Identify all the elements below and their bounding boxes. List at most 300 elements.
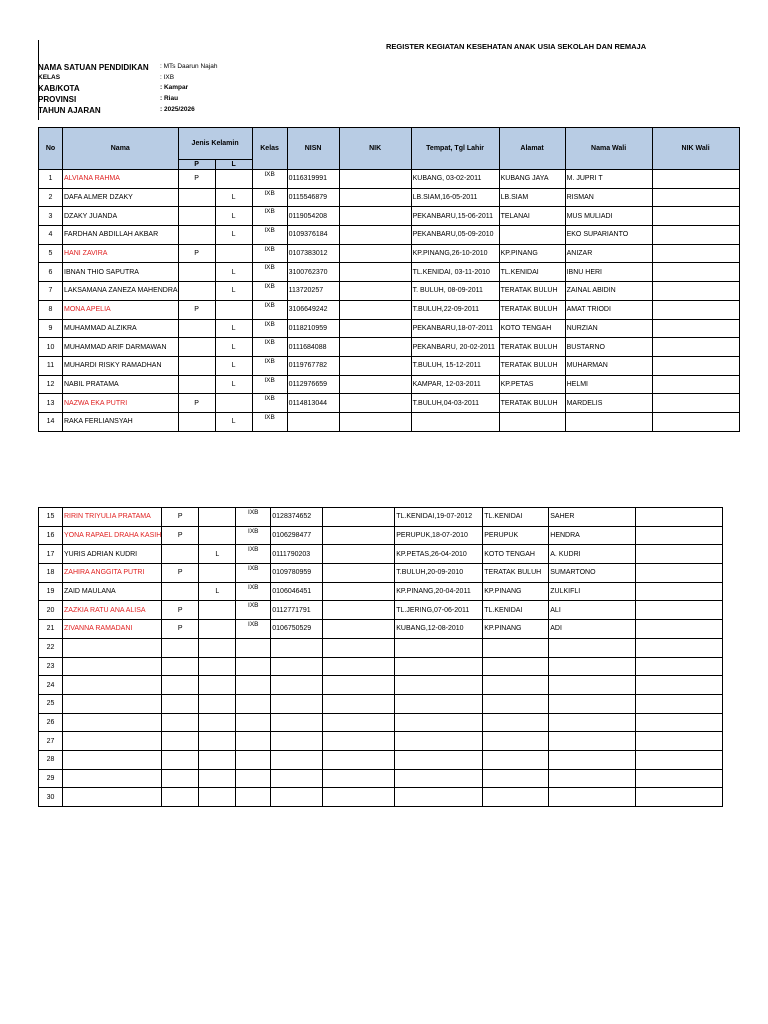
- cell-alamat: KP.PINANG: [483, 620, 549, 639]
- student-name: DZAKY JUANDA: [64, 212, 118, 220]
- table-row: [39, 244, 740, 263]
- cell-nama: [63, 526, 162, 545]
- info-label-class: KELAS: [38, 74, 61, 81]
- cell-nik: [339, 188, 411, 207]
- cell-nama: [63, 263, 179, 282]
- cell-nik: [323, 545, 395, 564]
- info-label-province: PROVINSI: [38, 95, 77, 104]
- cell-l: L: [199, 582, 236, 601]
- cell-alamat: KOTO TENGAH: [499, 319, 565, 338]
- cell-nik-wali: [636, 601, 723, 620]
- student-name: YURIS ADRIAN KUDRI: [64, 550, 138, 558]
- info-label-school: NAMA SATUAN PENDIDIKAN: [38, 63, 149, 72]
- cell-kelas: IXB: [236, 564, 271, 583]
- cell-no: 30: [39, 788, 63, 807]
- cell-nisn: 0111790203: [271, 545, 323, 564]
- cell-alamat: [483, 732, 549, 751]
- cell-nama: [63, 412, 179, 431]
- cell-p: [162, 713, 199, 732]
- cell-nisn: 0112771791: [271, 601, 323, 620]
- cell-ttl: T.BULUH,20-09-2010: [395, 564, 483, 583]
- cell-kelas: IXB: [252, 263, 287, 282]
- cell-ttl: PEKANBARU,05-09-2010: [411, 226, 499, 245]
- cell-nik-wali: [636, 545, 723, 564]
- cell-no: 8: [39, 300, 63, 319]
- cell-nisn: [271, 788, 323, 807]
- table-row: [39, 508, 723, 527]
- cell-nisn: 113720257: [287, 282, 339, 301]
- cell-l: L: [215, 375, 252, 394]
- cell-nik: [323, 620, 395, 639]
- cell-alamat: [483, 694, 549, 713]
- cell-kelas: [236, 694, 271, 713]
- cell-l: L: [215, 356, 252, 375]
- cell-alamat: TERATAK BULUH: [499, 282, 565, 301]
- cell-l: L: [215, 226, 252, 245]
- cell-no: 6: [39, 263, 63, 282]
- cell-nama: [63, 375, 179, 394]
- cell-p: P: [178, 170, 215, 189]
- cell-wali: MARDELIS: [565, 394, 652, 413]
- table-row: [39, 545, 723, 564]
- table-row: [39, 564, 723, 583]
- cell-no: 1: [39, 170, 63, 189]
- cell-nama: [63, 356, 179, 375]
- header-nik-wali: NIK Wali: [652, 128, 739, 170]
- cell-alamat: TERATAK BULUH: [499, 338, 565, 357]
- cell-alamat: [499, 412, 565, 431]
- cell-nik: [323, 508, 395, 527]
- cell-kelas: IXB: [252, 300, 287, 319]
- cell-nik: [339, 282, 411, 301]
- cell-kelas: IXB: [236, 508, 271, 527]
- cell-l: L: [199, 545, 236, 564]
- cell-ttl: [395, 750, 483, 769]
- cell-nama: [63, 732, 162, 751]
- cell-nik-wali: [652, 412, 739, 431]
- cell-l: L: [215, 207, 252, 226]
- student-name: MONA APELIA: [64, 306, 111, 314]
- cell-nik: [323, 564, 395, 583]
- cell-nisn: 0112976659: [287, 375, 339, 394]
- cell-nisn: 0119054208: [287, 207, 339, 226]
- cell-alamat: [483, 657, 549, 676]
- cell-nama: [63, 508, 162, 527]
- cell-p: [162, 582, 199, 601]
- cell-nisn: [271, 638, 323, 657]
- cell-nisn: [271, 694, 323, 713]
- cell-kelas: IXB: [252, 356, 287, 375]
- cell-nama: [63, 769, 162, 788]
- cell-nisn: 0106750529: [271, 620, 323, 639]
- cell-nisn: 0119767782: [287, 356, 339, 375]
- cell-alamat: TERATAK BULUH: [499, 300, 565, 319]
- cell-nik-wali: [636, 750, 723, 769]
- cell-nik: [339, 356, 411, 375]
- cell-wali: EKO SUPARIANTO: [565, 226, 652, 245]
- cell-p: [162, 657, 199, 676]
- cell-kelas: IXB: [252, 375, 287, 394]
- cell-no: 22: [39, 638, 63, 657]
- cell-p: P: [162, 620, 199, 639]
- table-row: [39, 319, 740, 338]
- table-row: [39, 713, 723, 732]
- cell-kelas: [236, 638, 271, 657]
- cell-ttl: PEKANBARU,18-07-2011: [411, 319, 499, 338]
- cell-ttl: KAMPAR, 12-03-2011: [411, 375, 499, 394]
- cell-no: 17: [39, 545, 63, 564]
- cell-p: [178, 226, 215, 245]
- cell-no: 12: [39, 375, 63, 394]
- cell-wali: ZAINAL ABIDIN: [565, 282, 652, 301]
- cell-p: [178, 338, 215, 357]
- cell-l: [199, 638, 236, 657]
- cell-l: [199, 750, 236, 769]
- cell-no: 29: [39, 769, 63, 788]
- cell-l: [199, 526, 236, 545]
- cell-nik: [339, 338, 411, 357]
- cell-l: [215, 244, 252, 263]
- cell-kelas: [236, 750, 271, 769]
- cell-alamat: [483, 713, 549, 732]
- cell-wali: M. JUPRI T: [565, 170, 652, 189]
- cell-no: 14: [39, 412, 63, 431]
- cell-nama: [63, 582, 162, 601]
- student-name: LAKSAMANA ZANEZA MAHENDRA: [64, 287, 178, 295]
- cell-nik: [339, 375, 411, 394]
- cell-l: [215, 394, 252, 413]
- cell-nisn: 0109780959: [271, 564, 323, 583]
- cell-nik: [339, 319, 411, 338]
- cell-wali: HENDRA: [549, 526, 636, 545]
- header-alamat: Alamat: [499, 128, 565, 170]
- cell-ttl: KUBANG,12-08-2010: [395, 620, 483, 639]
- cell-nik-wali: [636, 788, 723, 807]
- cell-nik-wali: [636, 732, 723, 751]
- cell-kelas: [236, 657, 271, 676]
- cell-p: P: [178, 300, 215, 319]
- table-row: [39, 638, 723, 657]
- cell-ttl: [395, 769, 483, 788]
- header-ttl: Tempat, Tgl Lahir: [411, 128, 499, 170]
- cell-nik-wali: [636, 713, 723, 732]
- cell-nik-wali: [636, 508, 723, 527]
- cell-nik: [323, 526, 395, 545]
- register-table-page-1: [38, 127, 740, 432]
- cell-nisn: 0128374652: [271, 508, 323, 527]
- cell-ttl: [395, 657, 483, 676]
- cell-nik: [323, 788, 395, 807]
- cell-ttl: TL.KENIDAI,19-07-2012: [395, 508, 483, 527]
- cell-wali: ANIZAR: [565, 244, 652, 263]
- cell-ttl: KP.PINANG,26-10-2010: [411, 244, 499, 263]
- student-name: ZIVANNA RAMADANI: [64, 625, 133, 633]
- cell-no: 23: [39, 657, 63, 676]
- cell-alamat: [483, 676, 549, 695]
- cell-nik: [339, 412, 411, 431]
- cell-nik-wali: [652, 244, 739, 263]
- cell-wali: SAHER: [549, 508, 636, 527]
- cell-nik: [323, 769, 395, 788]
- cell-l: [199, 788, 236, 807]
- cell-wali: ZULKIFLI: [549, 582, 636, 601]
- cell-nik: [323, 601, 395, 620]
- cell-nik-wali: [652, 375, 739, 394]
- cell-p: [178, 263, 215, 282]
- table-row: [39, 526, 723, 545]
- cell-nisn: [271, 657, 323, 676]
- table-row: [39, 188, 740, 207]
- table-row: [39, 207, 740, 226]
- cell-ttl: [395, 676, 483, 695]
- cell-wali: MUS MULIADI: [565, 207, 652, 226]
- table-row: [39, 338, 740, 357]
- info-label-city: KAB/KOTA: [38, 84, 80, 93]
- cell-nama: [63, 282, 179, 301]
- cell-wali: [549, 769, 636, 788]
- cell-ttl: LB.SIAM,16-05-2011: [411, 188, 499, 207]
- cell-kelas: IXB: [236, 601, 271, 620]
- cell-nisn: [271, 769, 323, 788]
- cell-nama: [63, 338, 179, 357]
- info-value-city: : Kampar: [160, 84, 189, 91]
- cell-l: L: [215, 188, 252, 207]
- cell-p: [178, 282, 215, 301]
- cell-nisn: 0106046451: [271, 582, 323, 601]
- cell-nik: [339, 244, 411, 263]
- cell-nik-wali: [652, 170, 739, 189]
- cell-kelas: IXB: [252, 226, 287, 245]
- cell-l: [199, 564, 236, 583]
- cell-nik-wali: [652, 300, 739, 319]
- header-nisn: NISN: [287, 128, 339, 170]
- cell-nik-wali: [636, 564, 723, 583]
- cell-ttl: [395, 638, 483, 657]
- table-row: [39, 732, 723, 751]
- cell-p: [178, 412, 215, 431]
- cell-nik-wali: [636, 694, 723, 713]
- table-row: [39, 263, 740, 282]
- cell-nik: [339, 170, 411, 189]
- cell-alamat: LB.SIAM: [499, 188, 565, 207]
- header-p: P: [178, 160, 215, 170]
- table-row: [39, 657, 723, 676]
- cell-wali: IBNU HERI: [565, 263, 652, 282]
- cell-ttl: KP.PETAS,26-04-2010: [395, 545, 483, 564]
- header-l: L: [215, 160, 252, 170]
- cell-wali: [549, 750, 636, 769]
- student-name: ZAHIRA ANGGITA PUTRI: [64, 569, 145, 577]
- cell-nisn: 0111684088: [287, 338, 339, 357]
- cell-l: [199, 601, 236, 620]
- header-jenis-kelamin: Jenis Kelamin: [178, 128, 252, 160]
- cell-nama: [63, 638, 162, 657]
- student-name: DAFA ALMER DZAKY: [64, 194, 133, 202]
- cell-p: [162, 676, 199, 695]
- cell-alamat: KP.PETAS: [499, 375, 565, 394]
- cell-l: L: [215, 263, 252, 282]
- cell-wali: RISMAN: [565, 188, 652, 207]
- cell-kelas: IXB: [236, 526, 271, 545]
- cell-wali: SUMARTONO: [549, 564, 636, 583]
- cell-nama: [63, 170, 179, 189]
- cell-nik: [323, 638, 395, 657]
- cell-wali: BUSTARNO: [565, 338, 652, 357]
- cell-nama: [63, 601, 162, 620]
- cell-kelas: IXB: [252, 170, 287, 189]
- cell-nama: [63, 394, 179, 413]
- cell-nik: [339, 207, 411, 226]
- table-row: [39, 788, 723, 807]
- cell-l: [199, 657, 236, 676]
- cell-nama: [63, 694, 162, 713]
- cell-no: 21: [39, 620, 63, 639]
- cell-nisn: [287, 412, 339, 431]
- student-name: FARDHAN ABDILLAH AKBAR: [64, 231, 159, 239]
- table-row: [39, 226, 740, 245]
- cell-ttl: T.BULUH, 15-12-2011: [411, 356, 499, 375]
- table-row: [39, 170, 740, 189]
- cell-no: 27: [39, 732, 63, 751]
- cell-no: 9: [39, 319, 63, 338]
- student-name: NAZWA EKA PUTRI: [64, 399, 128, 407]
- cell-wali: [549, 694, 636, 713]
- cell-alamat: [483, 788, 549, 807]
- cell-nisn: 0107383012: [287, 244, 339, 263]
- cell-nama: [63, 620, 162, 639]
- cell-nisn: 0106298477: [271, 526, 323, 545]
- cell-ttl: T.BULUH,04-03-2011: [411, 394, 499, 413]
- cell-ttl: TL.JERING,07-06-2011: [395, 601, 483, 620]
- cell-l: [199, 676, 236, 695]
- cell-nik: [339, 263, 411, 282]
- cell-p: P: [178, 244, 215, 263]
- cell-no: 26: [39, 713, 63, 732]
- cell-nik: [339, 300, 411, 319]
- info-value-school: : MTs Daarun Najah: [160, 63, 218, 70]
- cell-wali: A. KUDRI: [549, 545, 636, 564]
- cell-nama: [63, 545, 162, 564]
- cell-nama: [63, 207, 179, 226]
- cell-kelas: [236, 769, 271, 788]
- table-row: [39, 601, 723, 620]
- cell-no: 2: [39, 188, 63, 207]
- cell-no: 4: [39, 226, 63, 245]
- cell-nik-wali: [652, 282, 739, 301]
- header-nik: NIK: [339, 128, 411, 170]
- cell-alamat: [483, 750, 549, 769]
- cell-kelas: IXB: [252, 394, 287, 413]
- student-name: YONA RAPAEL DRAHA KASIH: [64, 532, 162, 540]
- cell-no: 15: [39, 508, 63, 527]
- student-name: IBNAN THIO SAPUTRA: [64, 268, 139, 276]
- cell-alamat: TL.KENIDAI: [483, 601, 549, 620]
- table-row: [39, 300, 740, 319]
- cell-kelas: IXB: [252, 319, 287, 338]
- cell-nik: [323, 694, 395, 713]
- cell-nik-wali: [652, 338, 739, 357]
- cell-no: 11: [39, 356, 63, 375]
- table-row: [39, 676, 723, 695]
- cell-kelas: IXB: [252, 188, 287, 207]
- cell-ttl: PEKANBARU, 20-02-2011: [411, 338, 499, 357]
- cell-no: 16: [39, 526, 63, 545]
- cell-wali: [549, 657, 636, 676]
- info-value-province: : Riau: [160, 95, 179, 102]
- cell-nisn: [271, 713, 323, 732]
- cell-kelas: [236, 713, 271, 732]
- cell-nisn: [271, 676, 323, 695]
- cell-nisn: [271, 732, 323, 751]
- cell-l: [199, 713, 236, 732]
- cell-wali: AMAT TRIODI: [565, 300, 652, 319]
- cell-l: L: [215, 282, 252, 301]
- cell-alamat: TERATAK BULUH: [499, 356, 565, 375]
- student-name: HANI ZAVIRA: [64, 250, 108, 258]
- cell-wali: NURZIAN: [565, 319, 652, 338]
- table-row: [39, 620, 723, 639]
- cell-l: [199, 694, 236, 713]
- student-name: MUHAMMAD ARIF DARMAWAN: [64, 343, 167, 351]
- cell-nik-wali: [636, 676, 723, 695]
- table-row: [39, 582, 723, 601]
- cell-p: P: [178, 394, 215, 413]
- cell-wali: [549, 638, 636, 657]
- cell-l: L: [215, 412, 252, 431]
- cell-no: 3: [39, 207, 63, 226]
- cell-l: [199, 769, 236, 788]
- cell-alamat: TL.KENIDAI: [499, 263, 565, 282]
- cell-kelas: IXB: [252, 282, 287, 301]
- cell-alamat: [483, 638, 549, 657]
- cell-ttl: PEKANBARU,15-06-2011: [411, 207, 499, 226]
- info-value-class: : IXB: [160, 74, 175, 81]
- cell-no: 24: [39, 676, 63, 695]
- cell-ttl: [395, 788, 483, 807]
- cell-ttl: KUBANG, 03-02-2011: [411, 170, 499, 189]
- cell-nik-wali: [636, 526, 723, 545]
- cell-alamat: KOTO TENGAH: [483, 545, 549, 564]
- cell-no: 10: [39, 338, 63, 357]
- cell-nama: [63, 226, 179, 245]
- cell-alamat: TELANAI: [499, 207, 565, 226]
- info-value-year: : 2025/2026: [160, 106, 195, 113]
- cell-nik: [323, 713, 395, 732]
- student-name: ZAZKIA RATU ANA ALISA: [64, 606, 146, 614]
- cell-nama: [63, 657, 162, 676]
- cell-nisn: 0118210959: [287, 319, 339, 338]
- cell-nik-wali: [636, 582, 723, 601]
- cell-nik: [323, 657, 395, 676]
- student-name: NABIL PRATAMA: [64, 380, 119, 388]
- cell-p: [178, 319, 215, 338]
- cell-wali: [565, 412, 652, 431]
- cell-nik-wali: [652, 226, 739, 245]
- cell-no: 28: [39, 750, 63, 769]
- cell-kelas: IXB: [252, 244, 287, 263]
- cell-p: [162, 769, 199, 788]
- cell-wali: [549, 713, 636, 732]
- cell-nama: [63, 319, 179, 338]
- cell-p: P: [162, 601, 199, 620]
- cell-ttl: KP.PINANG,20-04-2011: [395, 582, 483, 601]
- cell-kelas: IXB: [252, 412, 287, 431]
- table-row: [39, 694, 723, 713]
- cell-no: 13: [39, 394, 63, 413]
- table-row: [39, 750, 723, 769]
- student-name: ALVIANA RAHMA: [64, 175, 120, 183]
- cell-wali: [549, 676, 636, 695]
